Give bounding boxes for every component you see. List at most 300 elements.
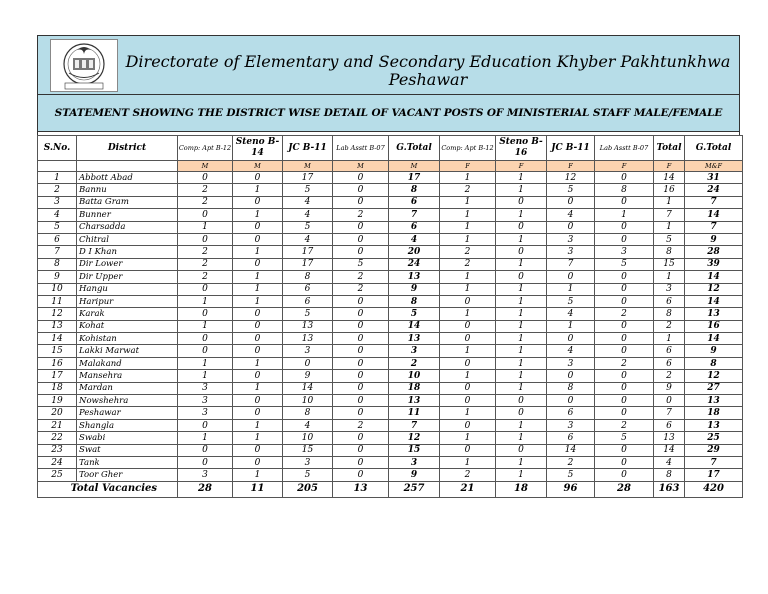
vacancy-cell: 14 xyxy=(685,333,743,345)
vacancy-cell: 0 xyxy=(547,271,595,283)
vacancy-cell: 0 xyxy=(233,333,283,345)
vacancy-cell: 2 xyxy=(595,419,654,431)
vacancy-cell: 1 xyxy=(233,209,283,221)
vacancy-cell: 3 xyxy=(283,345,333,357)
vacancy-cell: 3 xyxy=(178,469,233,481)
district-name: Dir Lower xyxy=(77,258,178,270)
vacancy-cell: 2 xyxy=(178,246,233,258)
vacancy-cell: 2 xyxy=(333,209,389,221)
row-number: 21 xyxy=(38,419,77,431)
vacancy-cell: 2 xyxy=(654,320,685,332)
vacancy-cell: 0 xyxy=(233,308,283,320)
vacancy-cell: 0 xyxy=(595,407,654,419)
vacancy-cell: 0 xyxy=(233,456,283,468)
table-row xyxy=(38,172,743,184)
vacancy-cell: 1 xyxy=(496,172,547,184)
row-number: 5 xyxy=(38,221,77,233)
vacancy-cell: 3 xyxy=(654,283,685,295)
gender-cell: F xyxy=(496,161,547,172)
vacancy-cell: 8 xyxy=(595,184,654,196)
vacancy-cell: 9 xyxy=(654,382,685,394)
vacancy-cell: 2 xyxy=(333,271,389,283)
vacancy-cell: 0 xyxy=(233,258,283,270)
vacancy-cell: 17 xyxy=(283,246,333,258)
vacancy-cell: 1 xyxy=(440,345,496,357)
vacancy-cell: 29 xyxy=(685,444,743,456)
vacancy-cell: 9 xyxy=(283,370,333,382)
total-cell: 18 xyxy=(496,481,547,497)
vacancy-cell: 31 xyxy=(685,172,743,184)
vacancy-cell: 0 xyxy=(595,345,654,357)
row-number: 6 xyxy=(38,233,77,245)
row-number: 11 xyxy=(38,295,77,307)
vacancy-cell: 1 xyxy=(440,233,496,245)
vacancy-cell: 0 xyxy=(333,295,389,307)
row-number: 12 xyxy=(38,308,77,320)
vacancy-cell: 0 xyxy=(333,357,389,369)
vacancy-cell: 1 xyxy=(496,320,547,332)
vacancy-cell: 13 xyxy=(389,395,440,407)
vacancy-cell: 17 xyxy=(389,172,440,184)
vacancy-cell: 6 xyxy=(654,345,685,357)
vacancy-cell: 1 xyxy=(440,271,496,283)
vacancy-cell: 0 xyxy=(333,444,389,456)
col-district: District xyxy=(77,136,178,161)
vacancy-cell: 0 xyxy=(595,456,654,468)
total-cell: 420 xyxy=(685,481,743,497)
vacancy-cell: 13 xyxy=(389,271,440,283)
district-name: Hangu xyxy=(77,283,178,295)
vacancy-cell: 8 xyxy=(547,382,595,394)
vacancy-cell: 1 xyxy=(233,469,283,481)
district-name: Toor Gher xyxy=(77,469,178,481)
vacancy-cell: 0 xyxy=(233,172,283,184)
vacancy-cell: 1 xyxy=(178,357,233,369)
row-number: 20 xyxy=(38,407,77,419)
vacancy-cell: 0 xyxy=(595,172,654,184)
vacancy-cell: 0 xyxy=(333,184,389,196)
col-grand-total: G.Total xyxy=(685,136,743,161)
vacancy-cell: 6 xyxy=(389,221,440,233)
vacancy-cell: 13 xyxy=(685,419,743,431)
vacancy-cell: 0 xyxy=(233,407,283,419)
vacancy-cell: 5 xyxy=(283,221,333,233)
table-row xyxy=(38,258,743,270)
district-name: Shangla xyxy=(77,419,178,431)
district-name: Chitral xyxy=(77,233,178,245)
vacancy-cell: 14 xyxy=(654,444,685,456)
district-name: Kohistan xyxy=(77,333,178,345)
vacancy-cell: 4 xyxy=(283,209,333,221)
vacancy-cell: 0 xyxy=(595,370,654,382)
row-number: 3 xyxy=(38,196,77,208)
total-row xyxy=(38,481,743,497)
vacancy-cell: 6 xyxy=(654,295,685,307)
vacancy-cell: 0 xyxy=(440,333,496,345)
vacancy-cell: 20 xyxy=(389,246,440,258)
row-number: 19 xyxy=(38,395,77,407)
vacancy-cell: 13 xyxy=(389,333,440,345)
vacancy-cell: 10 xyxy=(389,370,440,382)
district-name: Swabi xyxy=(77,432,178,444)
vacancy-cell: 1 xyxy=(496,184,547,196)
vacancy-cell: 3 xyxy=(547,357,595,369)
col-male-total: G.Total xyxy=(389,136,440,161)
row-number: 14 xyxy=(38,333,77,345)
vacancy-cell: 13 xyxy=(283,333,333,345)
vacancy-cell: 7 xyxy=(685,221,743,233)
gender-cell: F xyxy=(440,161,496,172)
row-number: 8 xyxy=(38,258,77,270)
row-number: 9 xyxy=(38,271,77,283)
vacancy-cell: 1 xyxy=(496,233,547,245)
vacancy-cell: 18 xyxy=(685,407,743,419)
vacancy-cell: 3 xyxy=(178,407,233,419)
vacancy-cell: 0 xyxy=(333,246,389,258)
vacancy-cell: 0 xyxy=(547,196,595,208)
district-name: Karak xyxy=(77,308,178,320)
vacancy-cell: 0 xyxy=(595,233,654,245)
vacancy-cell: 2 xyxy=(178,184,233,196)
table-row xyxy=(38,419,743,431)
vacancy-cell: 8 xyxy=(389,295,440,307)
vacancy-cell: 0 xyxy=(333,395,389,407)
vacancy-cell: 4 xyxy=(283,419,333,431)
vacancy-cell: 17 xyxy=(685,469,743,481)
vacancy-cell: 3 xyxy=(547,246,595,258)
vacancy-cell: 6 xyxy=(547,407,595,419)
vacancy-cell: 7 xyxy=(389,419,440,431)
district-name: Dir Upper xyxy=(77,271,178,283)
vacancy-cell: 1 xyxy=(496,382,547,394)
table-row xyxy=(38,407,743,419)
vacancy-cell: 12 xyxy=(685,370,743,382)
total-cell: 96 xyxy=(547,481,595,497)
vacancy-cell: 5 xyxy=(595,258,654,270)
district-name: Abbott Abad xyxy=(77,172,178,184)
vacancy-cell: 0 xyxy=(595,382,654,394)
total-label: Total Vacancies xyxy=(38,481,178,497)
vacancy-cell: 1 xyxy=(496,308,547,320)
vacancy-cell: 1 xyxy=(440,221,496,233)
document-sheet xyxy=(37,35,740,498)
vacancy-cell: 27 xyxy=(685,382,743,394)
vacancy-cell: 0 xyxy=(178,444,233,456)
vacancy-cell: 0 xyxy=(440,320,496,332)
vacancy-cell: 0 xyxy=(233,370,283,382)
vacancy-cell: 8 xyxy=(685,357,743,369)
table-body xyxy=(38,172,743,482)
row-number: 13 xyxy=(38,320,77,332)
district-name: Nowshehra xyxy=(77,395,178,407)
vacancy-cell: 3 xyxy=(283,456,333,468)
vacancy-cell: 0 xyxy=(440,382,496,394)
page-title: Directorate of Elementary and Secondary Education Khyber Pakhtunkhwa Peshawar xyxy=(125,52,731,89)
vacancy-cell: 8 xyxy=(654,246,685,258)
table-row xyxy=(38,209,743,221)
vacancy-cell: 1 xyxy=(178,370,233,382)
vacancy-cell: 2 xyxy=(547,456,595,468)
vacancy-cell: 1 xyxy=(178,432,233,444)
vacancy-cell: 5 xyxy=(389,308,440,320)
district-name: Peshawar xyxy=(77,407,178,419)
vacancy-cell: 3 xyxy=(389,345,440,357)
vacancy-cell: 0 xyxy=(333,320,389,332)
vacancy-cell: 2 xyxy=(389,357,440,369)
vacancy-cell: 5 xyxy=(283,184,333,196)
vacancy-cell: 0 xyxy=(595,196,654,208)
vacancy-cell: 3 xyxy=(595,246,654,258)
col-sno: S.No. xyxy=(38,136,77,161)
table-row xyxy=(38,382,743,394)
row-number: 25 xyxy=(38,469,77,481)
vacancy-cell: 14 xyxy=(654,172,685,184)
vacancy-cell: 1 xyxy=(654,196,685,208)
vacancy-cell: 0 xyxy=(233,345,283,357)
vacancy-cell: 0 xyxy=(595,333,654,345)
district-name: Charsadda xyxy=(77,221,178,233)
vacancy-cell: 1 xyxy=(440,308,496,320)
vacancy-cell: 6 xyxy=(654,419,685,431)
gender-cell: F xyxy=(595,161,654,172)
vacancy-cell: 1 xyxy=(233,382,283,394)
vacancy-cell: 1 xyxy=(440,432,496,444)
vacancy-cell: 7 xyxy=(685,196,743,208)
vacancy-cell: 0 xyxy=(595,395,654,407)
vacancy-cell: 3 xyxy=(178,382,233,394)
district-name: Mansehra xyxy=(77,370,178,382)
district-name: Mardan xyxy=(77,382,178,394)
vacancy-cell: 16 xyxy=(654,184,685,196)
vacancy-cell: 39 xyxy=(685,258,743,270)
total-cell: 257 xyxy=(389,481,440,497)
row-number: 15 xyxy=(38,345,77,357)
total-cell: 163 xyxy=(654,481,685,497)
col-female-total: Total xyxy=(654,136,685,161)
total-cell: 11 xyxy=(233,481,283,497)
vacancy-cell: 10 xyxy=(283,395,333,407)
vacancy-cell: 1 xyxy=(496,209,547,221)
vacancy-cell: 4 xyxy=(389,233,440,245)
district-name: Haripur xyxy=(77,295,178,307)
vacancy-cell: 5 xyxy=(283,469,333,481)
vacancy-cell: 14 xyxy=(547,444,595,456)
vacancy-cell: 2 xyxy=(654,370,685,382)
vacancy-cell: 1 xyxy=(654,333,685,345)
vacancy-cell: 2 xyxy=(595,357,654,369)
district-name: Batta Gram xyxy=(77,196,178,208)
vacancy-cell: 0 xyxy=(547,395,595,407)
vacancy-cell: 0 xyxy=(440,444,496,456)
table-row xyxy=(38,246,743,258)
vacancy-cell: 6 xyxy=(283,295,333,307)
vacancy-cell: 6 xyxy=(547,432,595,444)
table-row xyxy=(38,184,743,196)
vacancy-cell: 17 xyxy=(283,172,333,184)
vacancy-cell: 0 xyxy=(496,444,547,456)
col-female-jc: JC B-11 xyxy=(547,136,595,161)
vacancy-cell: 7 xyxy=(654,209,685,221)
vacancy-cell: 0 xyxy=(440,295,496,307)
row-number: 17 xyxy=(38,370,77,382)
vacancy-cell: 1 xyxy=(440,196,496,208)
vacancy-cell: 8 xyxy=(283,407,333,419)
district-name: Lakki Marwat xyxy=(77,345,178,357)
vacancy-cell: 13 xyxy=(654,432,685,444)
vacancy-cell: 3 xyxy=(547,419,595,431)
vacancy-cell: 1 xyxy=(233,246,283,258)
total-cell: 13 xyxy=(333,481,389,497)
vacancy-cell: 0 xyxy=(333,469,389,481)
vacancy-cell: 16 xyxy=(685,320,743,332)
table-row xyxy=(38,221,743,233)
gender-cell: M xyxy=(283,161,333,172)
vacancy-cell: 12 xyxy=(685,283,743,295)
vacancy-cell: 0 xyxy=(178,456,233,468)
vacancy-cell: 7 xyxy=(389,209,440,221)
vacancy-cell: 14 xyxy=(389,320,440,332)
vacancy-cell: 1 xyxy=(496,258,547,270)
table-row xyxy=(38,333,743,345)
vacancy-cell: 0 xyxy=(440,395,496,407)
vacancy-cell: 2 xyxy=(440,469,496,481)
vacancy-cell: 15 xyxy=(389,444,440,456)
vacancies-table xyxy=(37,135,743,498)
table-row xyxy=(38,271,743,283)
emblem-icon xyxy=(51,40,117,91)
vacancy-cell: 15 xyxy=(654,258,685,270)
district-name: Tank xyxy=(77,456,178,468)
vacancy-cell: 1 xyxy=(496,432,547,444)
vacancy-cell: 1 xyxy=(440,407,496,419)
district-name: Bunner xyxy=(77,209,178,221)
vacancy-cell: 14 xyxy=(685,209,743,221)
vacancy-cell: 7 xyxy=(654,407,685,419)
vacancy-cell: 0 xyxy=(496,196,547,208)
table-row xyxy=(38,469,743,481)
vacancy-cell: 9 xyxy=(389,283,440,295)
vacancy-cell: 0 xyxy=(333,382,389,394)
vacancy-cell: 0 xyxy=(595,444,654,456)
vacancy-cell: 11 xyxy=(389,407,440,419)
vacancy-cell: 28 xyxy=(685,246,743,258)
vacancy-cell: 14 xyxy=(685,295,743,307)
vacancy-cell: 0 xyxy=(654,395,685,407)
vacancy-cell: 5 xyxy=(333,258,389,270)
vacancy-cell: 0 xyxy=(595,469,654,481)
vacancy-cell: 1 xyxy=(547,320,595,332)
vacancy-cell: 1 xyxy=(496,370,547,382)
vacancy-cell: 0 xyxy=(595,271,654,283)
vacancy-cell: 1 xyxy=(440,172,496,184)
vacancy-cell: 0 xyxy=(178,209,233,221)
total-cell: 21 xyxy=(440,481,496,497)
vacancy-cell: 5 xyxy=(595,432,654,444)
vacancy-cell: 13 xyxy=(283,320,333,332)
vacancy-cell: 1 xyxy=(233,357,283,369)
row-number: 1 xyxy=(38,172,77,184)
vacancy-cell: 4 xyxy=(547,345,595,357)
vacancy-cell: 1 xyxy=(496,419,547,431)
col-female-steno: Steno B-16 xyxy=(496,136,547,161)
vacancy-cell: 1 xyxy=(440,283,496,295)
vacancy-cell: 5 xyxy=(547,295,595,307)
vacancy-cell: 0 xyxy=(595,320,654,332)
vacancy-cell: 14 xyxy=(283,382,333,394)
vacancy-cell: 1 xyxy=(654,221,685,233)
vacancy-cell: 6 xyxy=(389,196,440,208)
vacancy-cell: 2 xyxy=(440,258,496,270)
vacancy-cell: 1 xyxy=(440,456,496,468)
vacancy-cell: 24 xyxy=(389,258,440,270)
row-number: 24 xyxy=(38,456,77,468)
vacancy-cell: 9 xyxy=(685,345,743,357)
vacancy-cell: 1 xyxy=(595,209,654,221)
vacancy-cell: 0 xyxy=(233,221,283,233)
gender-cell: M xyxy=(233,161,283,172)
vacancy-cell: 0 xyxy=(595,221,654,233)
table-row xyxy=(38,233,743,245)
vacancy-cell: 7 xyxy=(685,456,743,468)
gender-cell: M&F xyxy=(685,161,743,172)
vacancy-cell: 0 xyxy=(547,333,595,345)
col-female-comp: Comp: Apt B-12 xyxy=(440,136,496,161)
row-number: 7 xyxy=(38,246,77,258)
vacancy-cell: 0 xyxy=(333,221,389,233)
kp-emblem-logo xyxy=(50,39,118,92)
vacancy-cell: 14 xyxy=(685,271,743,283)
vacancy-cell: 0 xyxy=(233,395,283,407)
vacancy-cell: 0 xyxy=(333,345,389,357)
vacancy-cell: 4 xyxy=(283,196,333,208)
vacancy-cell: 1 xyxy=(496,456,547,468)
vacancy-cell: 2 xyxy=(595,308,654,320)
district-name: Kohat xyxy=(77,320,178,332)
vacancy-cell: 0 xyxy=(333,456,389,468)
vacancy-cell: 0 xyxy=(333,407,389,419)
row-number: 10 xyxy=(38,283,77,295)
vacancy-cell: 2 xyxy=(333,283,389,295)
vacancy-cell: 0 xyxy=(547,370,595,382)
district-name: Malakand xyxy=(77,357,178,369)
table-row xyxy=(38,432,743,444)
table-row xyxy=(38,395,743,407)
gender-cell: M xyxy=(178,161,233,172)
vacancy-cell: 0 xyxy=(333,308,389,320)
vacancy-cell: 0 xyxy=(178,233,233,245)
vacancy-cell: 2 xyxy=(178,258,233,270)
vacancy-cell: 0 xyxy=(496,246,547,258)
vacancy-cell: 1 xyxy=(496,469,547,481)
col-male-comp: Comp: Apt B-12 xyxy=(178,136,233,161)
vacancy-cell: 0 xyxy=(178,283,233,295)
row-number: 22 xyxy=(38,432,77,444)
table-row xyxy=(38,283,743,295)
vacancy-cell: 7 xyxy=(547,258,595,270)
vacancy-cell: 0 xyxy=(178,345,233,357)
vacancy-cell: 5 xyxy=(283,308,333,320)
vacancy-cell: 1 xyxy=(440,370,496,382)
vacancy-cell: 8 xyxy=(654,308,685,320)
col-male-lab: Lab Asstt B-07 xyxy=(333,136,389,161)
table-row xyxy=(38,357,743,369)
total-cell: 28 xyxy=(178,481,233,497)
total-cell: 28 xyxy=(595,481,654,497)
vacancy-cell: 6 xyxy=(283,283,333,295)
vacancy-cell: 0 xyxy=(233,320,283,332)
col-male-jc: JC B-11 xyxy=(283,136,333,161)
vacancy-cell: 4 xyxy=(547,209,595,221)
